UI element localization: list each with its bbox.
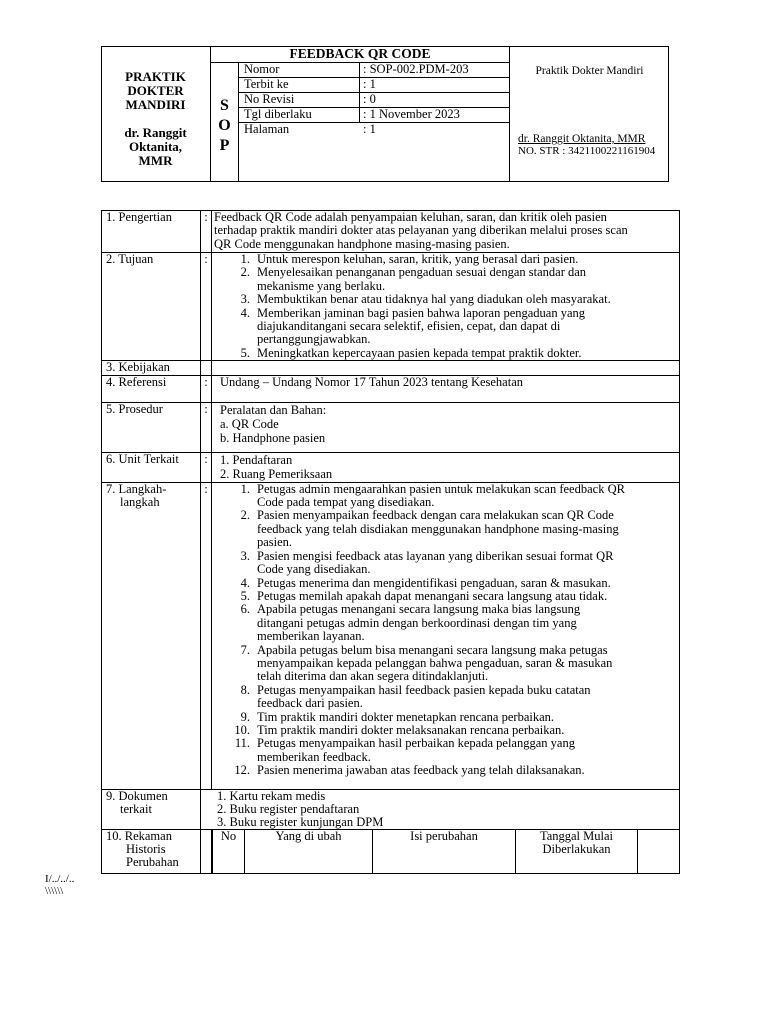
list-item: 3. Pasien mengisi feedback atas layanan yang diberikan sesuai format QR Code yang disediakan. [240,548,614,577]
list-item: 2. Pasien menyampaikan feedback dengan cara melakukan scan QR Code feedback yang telah disdiakan menggunakan handphone masing-masing pasien. [240,508,619,550]
label-prosedur: 5. Prosedur [102,402,201,452]
label-unit: 6. Unit Terkait [102,452,201,482]
text-unit: 1. Pendaftaran 2. Ruang Pemeriksaan [212,452,680,482]
label-kebijakan: 3. Kebijakan [102,361,201,375]
list-item: 1. Petugas admin mengaarahkan pasien untuk melakukan scan feedback QR Code pada tempat yang disediakan. [240,481,625,510]
text-referensi: Undang – Undang Nomor 17 Tahun 2023 tentang Kesehatan [212,375,680,402]
list-item: 11. Petugas menyampaikan hasil perbaikan kepada pelanggan yang memberikan feedback. [234,736,575,764]
doctor-name: dr. Ranggit Oktanita, MMR [124,125,187,168]
list-item: 7. Apabila petugas belum bisa menangani secara langsung maka petugas menyampaikan kepada pelanggan bahwa pengaduan, saran & masukan telah diterima dan akan segera ditindaklanjuti. [240,642,613,684]
sop-body-table: 1. Pengertian : Feedback QR Code adalah penyampaian keluhan, saran, dan kritik oleh pasien terhadap praktik mandiri dokter atas pelayanan yang diberikan melalui proses scan QR Code menggunakan handphone masing-masing pasien. 2. Tujuan : 1. Untuk merespon keluhan, saran, kritik, yang berasal dari pasien. 2. Menyelesaikan penanganan pengaduan sesuai dengan standar dan mekanisme yang berlaku. 3. Membuktikan benar atau tidaknya hal yang diadukan oleh masyarakat. 4. Memberikan jaminan bagi pasien bahwa laporan pengaduan yang diajukanditangani secara selektif, efisien, cepat, dan dapat di pertanggungjawabkan. 5. Meningkatkan kepercayaan pasien kepada tempat praktik dokter. 3. Kebijakan 4. Referensi : Undang – Undang Nomor 17 Tahun 2023 tentang Kesehatan 5. Prosedur : Peralatan dan Bahan: a. QR Code b. Handphone pasien 6. Unit Terkait : 1. Pendaftaran 2. Ruang Pemeriksaan 7. Langkah- langkah : 1. Petugas admin mengaarahkan pasien untuk melakukan scan feedback QR Code pada tempat yang disediakan. 2. Pasien menyampaikan feedback dengan cara melakukan scan QR Code feedback yang telah disdiakan menggunakan handphone masing-masing pasien. 3. Pasien mengisi feedback atas layanan yang diberikan sesuai format QR Code yang disediakan. 4. Petugas menerima dan mengidentifikasi pengaduan, saran & masukan. 5. Petugas memilah apakah dapat menangani secara langsung atau tidak. 6. Apabila petugas menangani secara langsung maka bias langsung ditangani petugas admin dengan berkoordinasi dengan tim yang memberikan layanan. 7. Apabila petugas belum bisa menangani secara langsung maka petugas menyampaikan kepada pelanggan bahwa pengaduan, saran & masukan telah diterima dan akan segera ditindaklanjuti. 8. Petugas menyampaikan hasil feedback pasien kepada buku catatan feedback dari pasien. 9. Tim praktik mandiri dokter menetapkan rencana perbaikan. 10. Tim praktik mandiri dokter melaksanakan rencana perbaikan. 11. Petugas menyampaikan hasil perbaikan kepada pelanggan yang memberikan feedback. 12. Pasien menerima jawaban atas feedback yang telah dilaksanakan. 9. Dokumen terkait 1. Kartu rekam medis 2. Buku register pendaftaran 3. Buku register kunjungan DPM 10. Rekaman Historis Perubahan No Yang di ubah Isi perubahan Tanggal Mulai Diberlakukan [101,210,680,874]
field-labels: Nomor Terbit ke No Revisi Tgl diberlaku Halaman [244,62,312,136]
label-referensi: 4. Referensi [102,375,201,402]
text-dokumen: 1. Kartu rekam medis 2. Buku register pendaftaran 3. Buku register kunjungan DPM [201,789,680,829]
text-prosedur: Peralatan dan Bahan: a. QR Code b. Handphone pasien [212,402,680,452]
revision-history-table [212,830,679,873]
col-effective-date: Tanggal Mulai Diberlakukan [516,830,638,873]
list-item: 9. Tim praktik mandiri dokter menetapkan rencana perbaikan. [240,709,555,724]
list-item: 4. Petugas menerima dan mengidentifikasi pengaduan, saran & masukan. [240,575,611,590]
list-item: 10. Tim praktik mandiri dokter melaksanakan rencana perbaikan. [234,722,565,737]
field-values: : SOP-002.PDM-203 : 1 : 0 : 1 November 2023 : 1 [363,62,469,136]
footer-marks: I/../../.. \\\\\\ [45,873,75,897]
sop-header [101,46,669,182]
practice-name: Praktik Dokter Mandiri [535,65,644,77]
label-pengertian: 1. Pengertian [102,211,201,253]
list-item: 12. Pasien menerima jawaban atas feedback yang telah dilaksanakan. [234,763,585,778]
list-item: 6. Apabila petugas menangani secara langsung maka bias langsung ditangani petugas admin dengan berkoordinasi dengan tim yang memberikan layanan. [240,602,581,644]
list-item: 1. Untuk merespon keluhan, saran, kritik, yang berasal dari pasien. [240,252,579,266]
list-langkah [212,482,680,789]
str-number: NO. STR : 3421100221161904 [518,145,656,157]
list-item: 5. Petugas memilah apakah dapat menangani secara langsung atau tidak. [240,588,608,603]
list-item: 3. Membuktikan benar atau tidaknya hal yang diadukan oleh masyarakat. [240,292,611,307]
list-tujuan [212,253,680,361]
label-tujuan: 2. Tujuan [102,253,201,361]
text-pengertian: Feedback QR Code adalah penyampaian keluhan, saran, dan kritik oleh pasien terhadap praktik mandiri dokter atas pelayanan yang diberikan melalui proses scan QR Code menggunakan handphone masing-masing pasien. [212,211,680,253]
document-title: FEEDBACK QR CODE [289,46,431,61]
list-item: 5. Meningkatkan kepercayaan pasien kepada tempat praktik dokter. [240,345,582,360]
label-dokumen: 9. Dokumen terkait [102,789,201,829]
list-item: 2. Menyelesaikan penanganan pengaduan sesuai dengan standar dan mekanisme yang berlaku. [240,265,587,293]
clinic-name: PRAKTIK DOKTER MANDIRI [125,69,186,112]
sop-label: S O P [218,97,231,154]
label-langkah: 7. Langkah- langkah [102,482,201,789]
col-content: Isi perubahan [373,830,516,873]
col-changed: Yang di ubah [245,830,373,873]
list-item: 4. Memberikan jaminan bagi pasien bahwa laporan pengaduan yang diajukanditangani secara selektif, efisien, cepat, dan dapat di pertanggungjawabkan. [240,305,586,347]
label-rekaman: 10. Rekaman Historis Perubahan [102,829,201,873]
col-no: No [213,830,245,873]
signer-name: dr. Ranggit Oktanita, MMR [518,133,646,145]
list-item: 8. Petugas menyampaikan hasil feedback pasien kepada buku catatan feedback dari pasien. [240,682,591,711]
